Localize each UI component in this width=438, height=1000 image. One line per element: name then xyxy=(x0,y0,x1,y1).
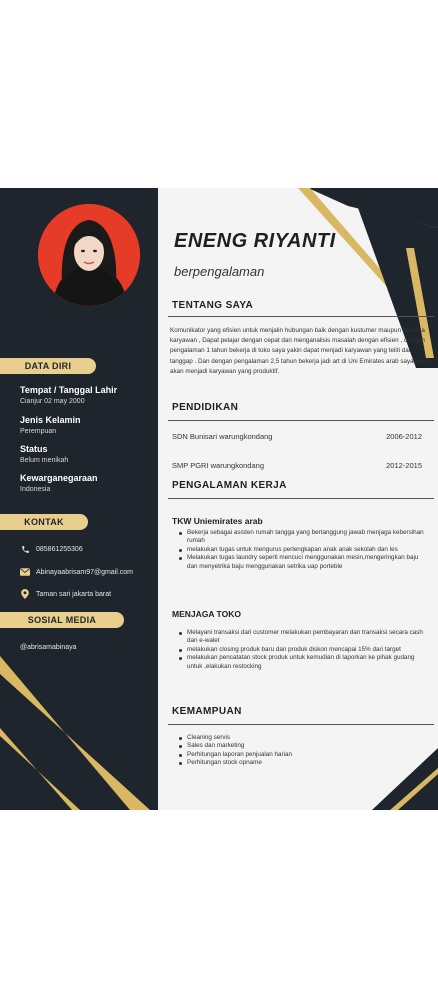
location-pin-icon xyxy=(20,589,30,599)
job-title: TKW Uniemirates arab xyxy=(172,516,263,526)
divider xyxy=(168,498,434,499)
kemampuan-heading: KEMAMPUAN xyxy=(172,706,242,717)
job-duties-list xyxy=(178,629,428,671)
phone-icon xyxy=(20,544,30,554)
kontak-heading: KONTAK xyxy=(0,514,88,530)
list-item: Melakukan tugas laundry seperti mencuci menggunakan mesin,mengeringkan baju dan menyetrika baju menggunakan setrika uap porteble xyxy=(178,554,428,571)
contact-phone[interactable] xyxy=(20,544,83,554)
list-item: Perhitungan laporan penjualan harian xyxy=(178,751,428,759)
divider xyxy=(168,316,434,317)
resume-document xyxy=(0,188,438,810)
education-school: SDN Bunisari warungkondang xyxy=(172,432,273,441)
sosial-media-heading: SOSIAL MEDIA xyxy=(0,612,124,628)
list-item: Bekerja sebagai asisten rumah tangga yang bertanggung jawab menjaga kebersihan rumah xyxy=(178,529,428,546)
email-text: Abinayaabrisam97@gmail.com xyxy=(36,568,133,576)
about-text: Komunikator yang efisien untuk menjalin hubungan baik dengan kustumer maupun sesama karyawan , Dapat pelajar dengan cepat dan menganalisis masalah dengan efisien , dengan pengalaman 1 tahun bekerja di toko saya yakin dapat menjadi karyawan yang teliti dan tanggap . Dan dengan pengalaman 2,5 tahun bekerja jadi art di Uni Emirates arab saya yakin akan menjadi karyawan yang produktif. xyxy=(170,327,431,375)
sidebar xyxy=(0,188,158,810)
job-duties-list xyxy=(178,529,428,571)
contact-email[interactable] xyxy=(20,567,133,577)
phone-text: 085861255306 xyxy=(36,545,83,553)
education-school: SMP PGRI warungkondang xyxy=(172,461,264,470)
status-value: Belum menikah xyxy=(20,457,69,464)
divider xyxy=(168,420,434,421)
citizenship-value: Indonesia xyxy=(20,486,51,493)
mail-icon xyxy=(20,567,30,577)
list-item: Perhitungan stock opname xyxy=(178,759,428,767)
education-row xyxy=(172,432,422,441)
contact-address[interactable] xyxy=(20,589,111,599)
citizenship-label: Kewarganegaraan xyxy=(20,473,98,483)
full-name: ENENG RIYANTI xyxy=(174,230,336,252)
list-item: Sales dan marketing xyxy=(178,742,428,750)
status-label: Status xyxy=(20,444,48,454)
social-handle[interactable]: @abrisamabinaya xyxy=(20,644,77,651)
job-title: MENJAGA TOKO xyxy=(172,609,241,619)
job-subtitle: berpengalaman xyxy=(174,264,265,279)
tentang-heading: TENTANG SAYA xyxy=(172,300,254,311)
skills-list xyxy=(178,734,428,768)
list-item: melakukan pencatatan stock produk untuk kemudian di laporkan ke pihak gudang untuk ,elakukan restocking xyxy=(178,654,428,671)
divider xyxy=(168,724,434,725)
data-diri-heading: DATA DIRI xyxy=(0,358,96,374)
list-item: Cleaning servis xyxy=(178,734,428,742)
birth-label: Tempat / Tanggal Lahir xyxy=(20,385,118,395)
pendidikan-heading: PENDIDIKAN xyxy=(172,402,239,413)
pengalaman-heading: PENGALAMAN KERJA xyxy=(172,480,287,491)
education-row xyxy=(172,461,422,470)
list-item: melakukan tugas untuk mengurus perlengkapan anak anak sekolah dan les xyxy=(178,546,428,554)
gender-label: Jenis Kelamin xyxy=(20,415,81,425)
address-text: Taman sari jakarta barat xyxy=(36,590,112,598)
education-years: 2012-2015 xyxy=(386,461,422,470)
birth-value: Cianjur 02 may 2000 xyxy=(20,398,85,405)
education-years: 2006-2012 xyxy=(386,432,422,441)
list-item: melakukan closing produk baru dan produk diskon mencapai 15% dari target xyxy=(178,646,428,654)
list-item: Melayani transaksi dari customer melakukan pembayaran dan transaksi secara cash dan e-walet xyxy=(178,629,428,646)
gender-value: Perempuan xyxy=(20,428,57,435)
main-content xyxy=(158,188,438,810)
profile-photo xyxy=(38,204,140,306)
